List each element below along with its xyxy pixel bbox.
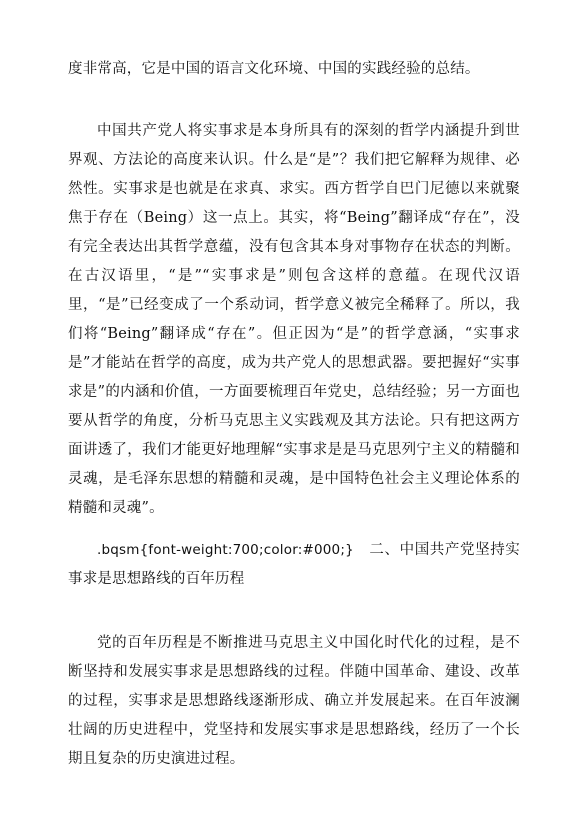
paragraph-body: 党的百年历程是不断推进马克思主义中国化时代化的过程，是不断坚持和发展实事求是思想路线的过程。伴随中国革命、建设、改革的过程，实事求是思想路线逐渐形成、确立并发展起来。在百年波澜壮阔的历史进程中，党坚持和发展实事求是思想路线，经历了一个长期且复杂的历史演进过程。 (68, 635, 520, 767)
section-heading (68, 536, 520, 594)
paragraph-continuation: 度非常高，它是中国的语言文化环境、中国的实践经验的总结。 (68, 61, 480, 77)
leaked-css-text: .bqsm{font-weight:700;color:#000;} (97, 542, 354, 558)
paragraph-body: 中国共产党人将实事求是本身所具有的深刻的哲学内涵提升到世界观、方法论的高度来认识。什么是“是”？我们把它解释为规律、必然性。实事求是也就是在求真、求实。西方哲学自巴门尼德以来就聚焦于存在（Being）这一点上。其实，将“Being”翻译成“存在”，没有完全表达出其哲学意蕴，没有包含其本身对事物存在状态的判断。在古汉语里，“是”“实事求是”则包含这样的意蕴。在现代汉语里，“是”已经变成了一个系动词，哲学意义被完全稀释了。所以，我们将“Being”翻译成“存在”。但正因为“是”的哲学意涵，“实事求是”才能站在哲学的高度，成为共产党人的思想武器。要把握好“实事求是”的内涵和价值，一方面要梳理百年党史，总结经验；另一方面也要从哲学的角度，分析马克思主义实践观及其方法论。只有把这两方面讲透了，我们才能更好地理解“实事求是是马克思列宁主义的精髓和灵魂，是毛泽东思想的精髓和灵魂，是中国特色社会主义理论体系的精髓和灵魂”。 (68, 123, 520, 516)
section-heading-text: 二、中国共产党坚持实事求是思想路线的百年历程 (68, 542, 521, 587)
